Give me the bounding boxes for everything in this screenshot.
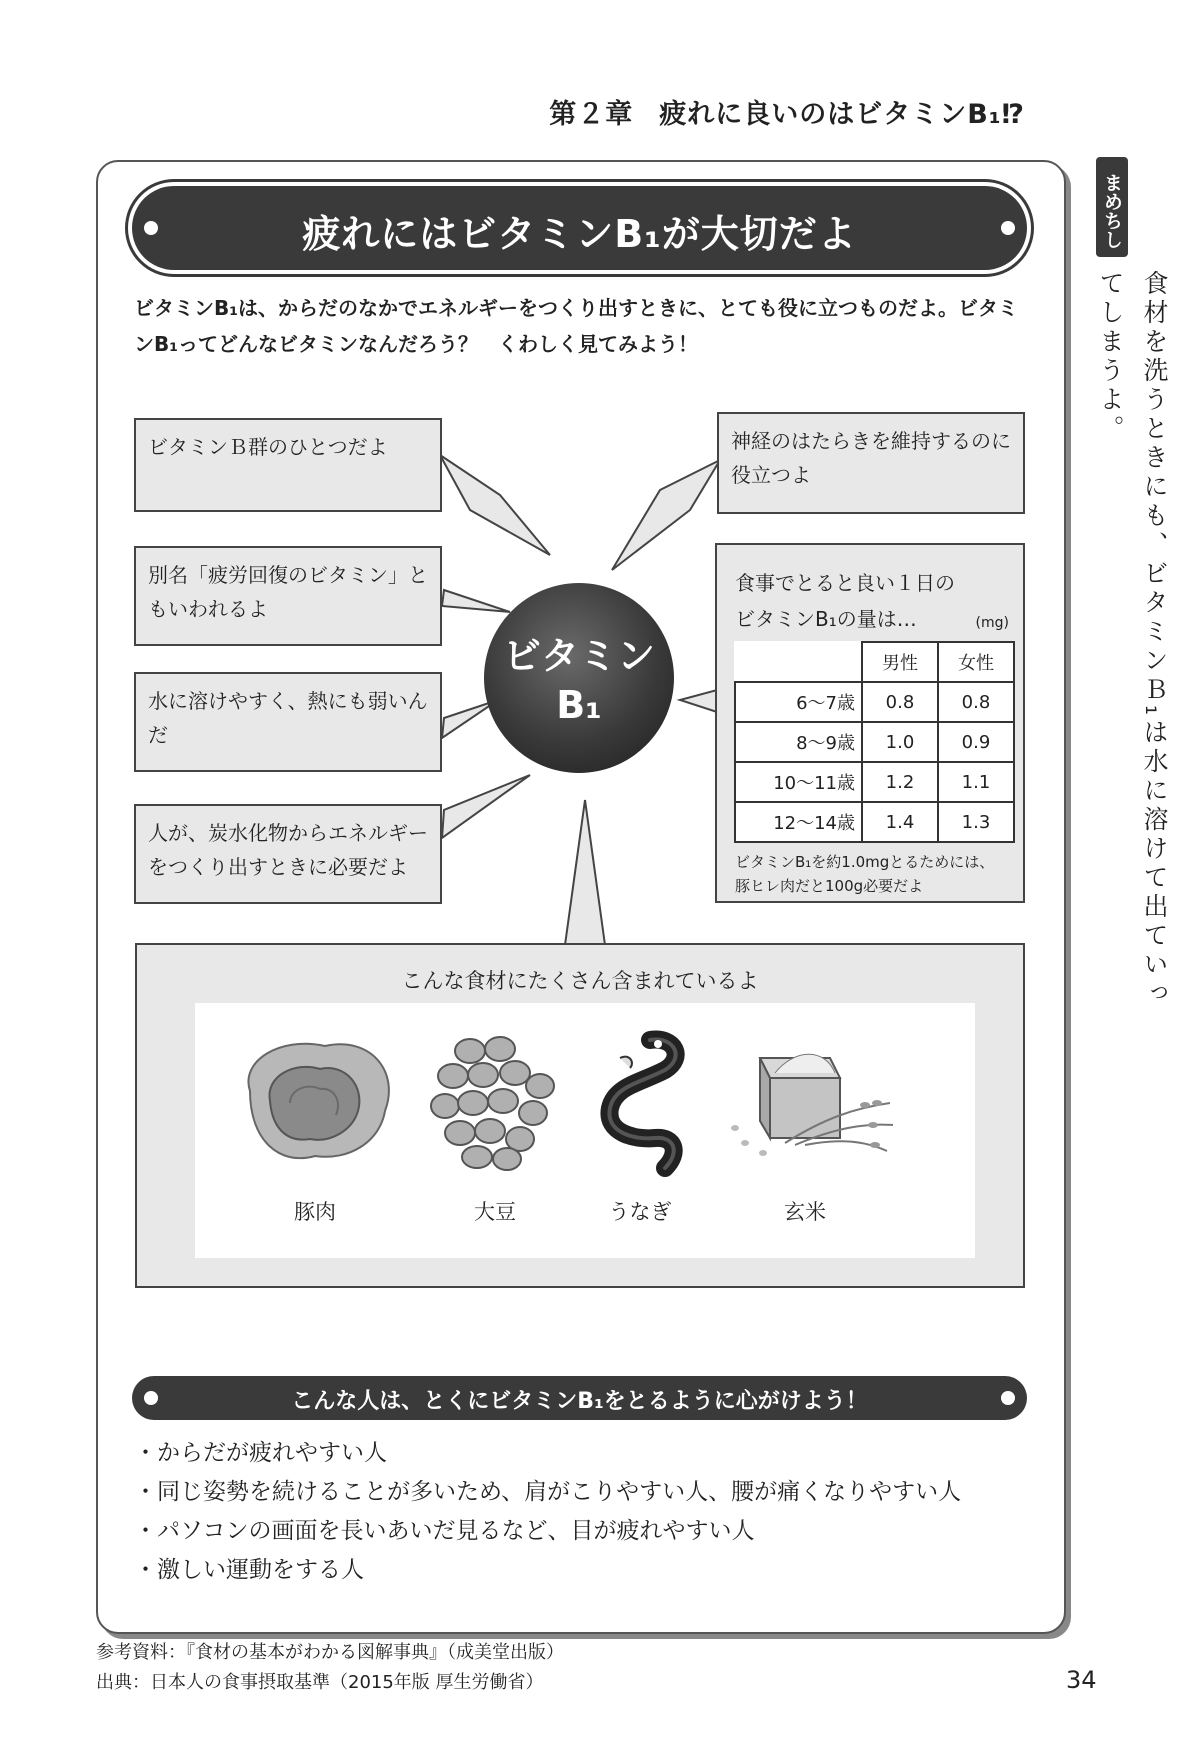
mamechishiki-text: 食材を洗うときにも、ビタミンＢ₁は水に溶けて出ていってしまうよ。 bbox=[1096, 270, 1169, 1010]
foods-box bbox=[135, 943, 1025, 1288]
row-female: 1.1 bbox=[938, 762, 1014, 802]
tips-heading-band bbox=[132, 1376, 1027, 1420]
tips-list bbox=[134, 1434, 961, 1590]
row-age: 8～9歳 bbox=[735, 722, 862, 762]
circle-label-line2: B₁ bbox=[556, 683, 602, 727]
row-male: 1.0 bbox=[862, 722, 938, 762]
row-age: 12～14歳 bbox=[735, 802, 862, 842]
ray-alias bbox=[442, 590, 510, 612]
food-label-pork: 豚肉 bbox=[294, 1200, 336, 1224]
ray-foods bbox=[565, 800, 605, 945]
row-age: 6～7歳 bbox=[735, 682, 862, 722]
eel-icon bbox=[590, 1028, 690, 1178]
pork-icon bbox=[230, 1031, 400, 1171]
table-row bbox=[735, 722, 1014, 762]
ray-b-group bbox=[440, 455, 550, 555]
bubble-b-group: ビタミンＢ群のひとつだよ bbox=[134, 418, 442, 512]
intake-note-line2: 豚ヒレ肉だと100g必要だよ bbox=[735, 877, 924, 895]
intake-title-line2: ビタミンB₁の量は… bbox=[735, 607, 917, 631]
chapter-number: 第２章 bbox=[549, 99, 634, 130]
row-female: 0.8 bbox=[938, 682, 1014, 722]
ray-nerve bbox=[612, 460, 720, 570]
tips-heading: こんな人は、とくにビタミンB₁をとるように心がけよう！ bbox=[291, 1389, 868, 1414]
vitamin-b1-circle bbox=[484, 583, 674, 773]
brown-rice-icon bbox=[715, 1033, 895, 1163]
intro-text: ビタミンB₁は、からだのなかでエネルギーをつくり出すときに、とても役に立つものだよ。ビタミンB₁ってどんなビタミンなんだろう？ くわしく見てみよう！ bbox=[134, 296, 1019, 356]
food-label-eel: うなぎ bbox=[608, 1200, 672, 1224]
intake-note-line1: ビタミンB₁を約1.0mgとるためには、 bbox=[735, 853, 995, 871]
table-row bbox=[735, 682, 1014, 722]
intake-table-box bbox=[715, 543, 1025, 903]
main-title: 疲れにはビタミンB₁が大切だよ bbox=[302, 212, 857, 256]
header-empty bbox=[735, 642, 862, 682]
bubble-nerve: 神経のはたらきを維持するのに役立つよ bbox=[717, 412, 1025, 514]
row-male: 1.4 bbox=[862, 802, 938, 842]
bubble-energy: 人が、炭水化物からエネルギーをつくり出すときに必要だよ bbox=[134, 804, 442, 904]
food-label-soybean: 大豆 bbox=[474, 1200, 516, 1224]
chapter-title: 疲れに良いのはビタミンB₁⁉ bbox=[659, 99, 1025, 130]
list-item: ・ 同じ姿勢を続けることが多いため、肩がこりやすい人、腰が痛くなりやすい人 bbox=[134, 1473, 961, 1512]
mamechishiki-label: まめちしき bbox=[1096, 157, 1128, 257]
ray-table bbox=[680, 690, 717, 712]
intake-table bbox=[734, 641, 1015, 843]
bubble-alias: 別名「疲労回復のビタミン」ともいわれるよ bbox=[134, 546, 442, 646]
page-number: 34 bbox=[1066, 1666, 1097, 1694]
ray-energy bbox=[442, 775, 530, 838]
header-male: 男性 bbox=[862, 642, 938, 682]
right-dot-icon bbox=[1001, 1391, 1015, 1405]
circle-label-line1: ビタミン bbox=[502, 634, 655, 678]
foods-caption: こんな食材にたくさん含まれているよ bbox=[401, 969, 759, 993]
row-female: 1.3 bbox=[938, 802, 1014, 842]
reference-source: 参考資料：『食材の基本がわかる図解事典』（成美堂出版） bbox=[96, 1642, 564, 1663]
row-male: 0.8 bbox=[862, 682, 938, 722]
list-item: ・ パソコンの画面を長いあいだ見るなど、目が疲れやすい人 bbox=[134, 1512, 961, 1551]
row-age: 10～11歳 bbox=[735, 762, 862, 802]
intake-title-line1: 食事でとると良い１日の bbox=[735, 571, 955, 595]
foods-illustration-area bbox=[195, 1003, 975, 1258]
row-male: 1.2 bbox=[862, 762, 938, 802]
table-header-row bbox=[735, 642, 1014, 682]
bubble-water: 水に溶けやすく、熱にも弱いんだ bbox=[134, 672, 442, 772]
table-row bbox=[735, 762, 1014, 802]
header-female: 女性 bbox=[938, 642, 1014, 682]
intake-unit: (mg) bbox=[975, 615, 1009, 631]
list-item: ・ からだが疲れやすい人 bbox=[134, 1434, 961, 1473]
row-female: 0.9 bbox=[938, 722, 1014, 762]
table-row bbox=[735, 802, 1014, 842]
reference-origin: 出典：日本人の食事摂取基準（2015年版 厚生労働省） bbox=[96, 1672, 544, 1693]
food-label-brown-rice: 玄米 bbox=[784, 1200, 826, 1224]
list-item: ・ 激しい運動をする人 bbox=[134, 1551, 961, 1590]
soybean-icon bbox=[425, 1031, 565, 1171]
